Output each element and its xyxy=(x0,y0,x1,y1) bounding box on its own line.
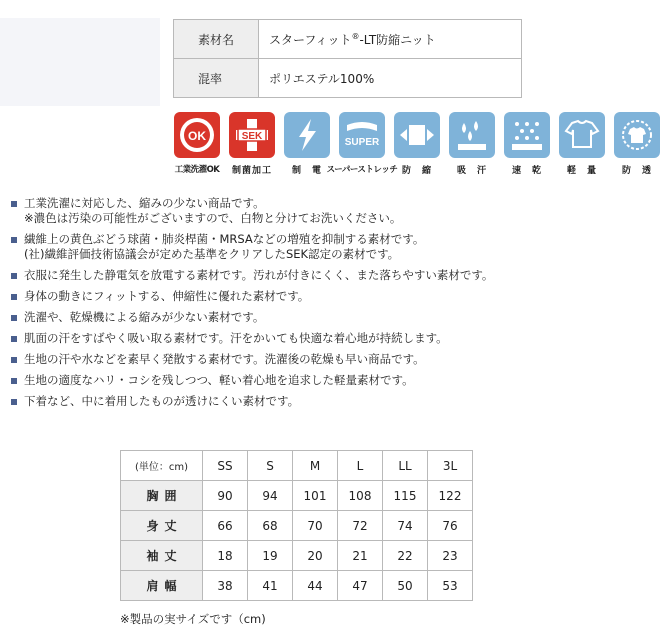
list-item xyxy=(10,289,635,304)
size-column-header: M xyxy=(293,451,338,481)
super-stretch-icon xyxy=(339,112,385,158)
table-cell: 122 xyxy=(428,481,473,511)
list-item xyxy=(10,268,635,283)
feature-text: 生地の適度なハリ・コシを残しつつ、軽い着心地を追求した軽量素材です。 xyxy=(24,373,414,387)
size-table xyxy=(120,450,473,601)
table-row xyxy=(121,481,473,511)
table-cell: 19 xyxy=(248,541,293,571)
list-item xyxy=(10,232,635,262)
feature-text: 洗濯や、乾燥機による縮みが少ない素材です。 xyxy=(24,310,265,324)
size-note: ※製品の実サイズです（cm) xyxy=(120,612,266,626)
feature-subtext: ※濃色は汚染の可能性がございますので、白物と分けてお洗いください。 xyxy=(24,211,402,225)
feature-icons xyxy=(171,112,666,176)
list-item xyxy=(10,310,635,325)
sek-antibacterial-icon xyxy=(229,112,275,158)
list-item xyxy=(10,373,635,388)
feature-text: 肌面の汗をすばやく吸い取る素材です。汗をかいても快適な着心地が持続します。 xyxy=(24,331,448,345)
antistatic xyxy=(281,112,333,176)
feature-text: 生地の汗や水などを素早く発散する素材です。洗濯後の乾燥も早い商品です。 xyxy=(24,352,425,366)
table-cell: 44 xyxy=(293,571,338,601)
list-item xyxy=(10,352,635,367)
table-cell: 74 xyxy=(383,511,428,541)
shrink-proof-icon xyxy=(394,112,440,158)
row-label: 胸囲 xyxy=(121,481,203,511)
feature-text: 繊維上の黄色ぶどう球菌・肺炎桿菌・MRSAなどの増殖を抑制する素材です。 xyxy=(24,232,425,246)
unit-label: (単位：cm) xyxy=(121,451,203,481)
size-column-header: LL xyxy=(383,451,428,481)
table-cell: 21 xyxy=(338,541,383,571)
table-cell: 47 xyxy=(338,571,383,601)
see-through-proof-icon xyxy=(614,112,660,158)
sweat-absorb xyxy=(446,112,498,176)
feature-subtext: (社)繊維評価技術協議会が定めた基準をクリアしたSEK認定の素材です。 xyxy=(24,247,400,261)
fabric-swatch xyxy=(0,18,160,106)
table-cell: 108 xyxy=(338,481,383,511)
table-cell: 41 xyxy=(248,571,293,601)
table-cell: 72 xyxy=(338,511,383,541)
table-cell: 66 xyxy=(203,511,248,541)
icon-label: 軽 量 xyxy=(566,166,597,176)
table-cell: 18 xyxy=(203,541,248,571)
quick-dry xyxy=(501,112,553,176)
row-label: 身丈 xyxy=(121,511,203,541)
sek-antibacterial xyxy=(226,112,278,176)
size-column-header: 3L xyxy=(428,451,473,481)
super-stretch xyxy=(326,112,398,176)
material-row xyxy=(174,20,522,59)
table-cell: 23 xyxy=(428,541,473,571)
list-item xyxy=(10,394,635,409)
blend-label: 混率 xyxy=(174,59,259,98)
icon-label: 工業洗濯OK xyxy=(174,165,220,175)
size-column-header: S xyxy=(248,451,293,481)
industrial-wash-ok-icon xyxy=(174,112,220,158)
icon-label: 吸 汗 xyxy=(456,166,487,176)
quick-dry-icon xyxy=(504,112,550,158)
table-cell: 76 xyxy=(428,511,473,541)
ok-badge-text: OK xyxy=(188,129,206,143)
antistatic-icon xyxy=(284,112,330,158)
feature-text: 衣服に発生した静電気を放電する素材です。汚れが付きにくく、また落ちやすい素材です。 xyxy=(24,268,494,282)
lightweight-icon xyxy=(559,112,605,158)
feature-text: 下着など、中に着用したものが透けにくい素材です。 xyxy=(24,394,300,408)
feature-list xyxy=(10,196,635,415)
table-cell: 20 xyxy=(293,541,338,571)
feature-text: 工業洗濯に対応した、縮みの少ない商品です。 xyxy=(24,196,265,210)
size-column-header: SS xyxy=(203,451,248,481)
icon-label: 速 乾 xyxy=(511,166,542,176)
table-row xyxy=(121,511,473,541)
industrial-wash-ok xyxy=(171,112,223,176)
size-header-row xyxy=(121,451,473,481)
sek-badge-text: SEK xyxy=(241,131,263,142)
material-value xyxy=(259,20,522,59)
icon-label: 制 電 xyxy=(291,166,322,176)
registered-mark: ® xyxy=(351,31,360,41)
icon-label: スーパーストレッチ xyxy=(326,165,398,175)
table-cell: 101 xyxy=(293,481,338,511)
size-column-header: L xyxy=(338,451,383,481)
feature-text: 身体の動きにフィットする、伸縮性に優れた素材です。 xyxy=(24,289,310,303)
table-cell: 90 xyxy=(203,481,248,511)
list-item xyxy=(10,196,635,226)
icon-label: 防 縮 xyxy=(401,166,432,176)
table-cell: 68 xyxy=(248,511,293,541)
material-name: スターフィット xyxy=(269,32,352,47)
list-item xyxy=(10,331,635,346)
table-row xyxy=(121,541,473,571)
material-table xyxy=(173,19,522,98)
sweat-absorb-icon xyxy=(449,112,495,158)
shrink-proof xyxy=(391,112,443,176)
table-cell: 38 xyxy=(203,571,248,601)
table-row xyxy=(121,571,473,601)
table-cell: 115 xyxy=(383,481,428,511)
table-cell: 50 xyxy=(383,571,428,601)
icon-label: 制菌加工 xyxy=(231,166,272,176)
lightweight xyxy=(556,112,608,176)
material-label: 素材名 xyxy=(174,20,259,59)
icon-label: 防 透 xyxy=(621,166,652,176)
table-cell: 70 xyxy=(293,511,338,541)
table-cell: 53 xyxy=(428,571,473,601)
row-label: 肩幅 xyxy=(121,571,203,601)
blend-value: ポリエステル100% xyxy=(259,59,522,98)
row-label: 袖丈 xyxy=(121,541,203,571)
table-cell: 22 xyxy=(383,541,428,571)
material-name-suffix: -LT防縮ニット xyxy=(359,32,436,47)
super-badge-text: SUPER xyxy=(344,137,380,148)
blend-row xyxy=(174,59,522,98)
see-through-proof xyxy=(611,112,663,176)
table-cell: 94 xyxy=(248,481,293,511)
